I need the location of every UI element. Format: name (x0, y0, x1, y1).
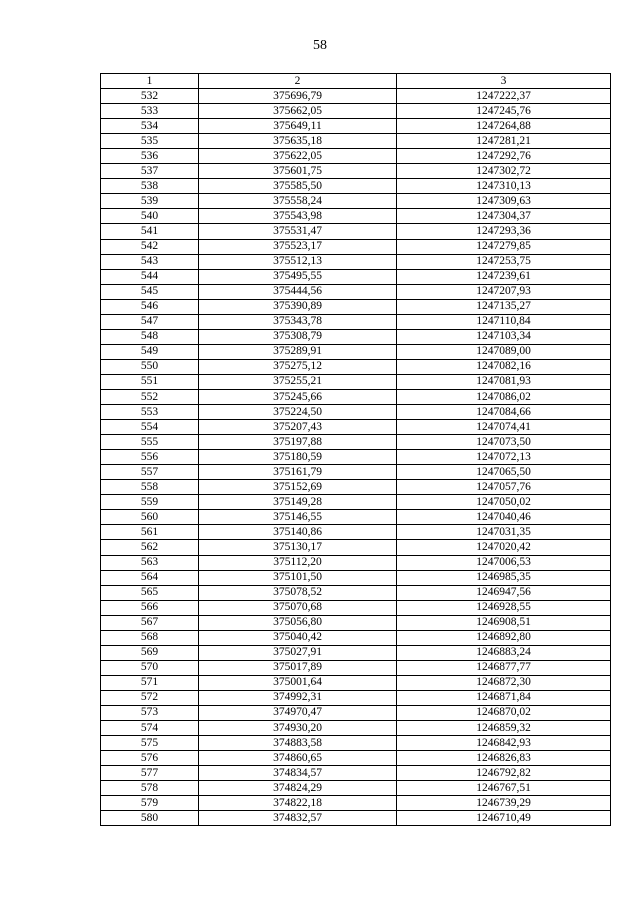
table-row (101, 615, 611, 630)
x-coordinate-cell: 375275,12 (199, 359, 397, 374)
y-coordinate-cell: 1246739,29 (397, 796, 611, 811)
page-number: 58 (313, 38, 327, 53)
point-number-cell: 572 (101, 690, 199, 705)
column-header-2: 2 (199, 74, 397, 89)
x-coordinate-cell: 375245,66 (199, 389, 397, 404)
point-number-cell: 547 (101, 314, 199, 329)
y-coordinate-cell: 1246928,55 (397, 600, 611, 615)
table-row (101, 224, 611, 239)
table-row (101, 736, 611, 751)
table-row (101, 435, 611, 450)
table-row (101, 119, 611, 134)
x-coordinate-cell: 375635,18 (199, 134, 397, 149)
point-number-cell: 550 (101, 359, 199, 374)
point-number-cell: 578 (101, 781, 199, 796)
point-number-cell: 574 (101, 721, 199, 736)
y-coordinate-cell: 1246710,49 (397, 811, 611, 826)
table-row (101, 811, 611, 826)
x-coordinate-cell: 374992,31 (199, 690, 397, 705)
point-number-cell: 555 (101, 435, 199, 450)
point-number-cell: 540 (101, 209, 199, 224)
point-number-cell: 556 (101, 450, 199, 465)
point-number-cell: 532 (101, 89, 199, 104)
coordinates-table (100, 73, 611, 826)
x-coordinate-cell: 375056,80 (199, 615, 397, 630)
table-row (101, 585, 611, 600)
y-coordinate-cell: 1247207,93 (397, 284, 611, 299)
point-number-cell: 544 (101, 269, 199, 284)
point-number-cell: 562 (101, 540, 199, 555)
x-coordinate-cell: 374883,58 (199, 736, 397, 751)
table-row (101, 525, 611, 540)
y-coordinate-cell: 1246792,82 (397, 766, 611, 781)
point-number-cell: 563 (101, 555, 199, 570)
table-row (101, 149, 611, 164)
y-coordinate-cell: 1247279,85 (397, 239, 611, 254)
x-coordinate-cell: 375622,05 (199, 149, 397, 164)
x-coordinate-cell: 375146,55 (199, 510, 397, 525)
y-coordinate-cell: 1247239,61 (397, 269, 611, 284)
point-number-cell: 559 (101, 495, 199, 510)
point-number-cell: 552 (101, 389, 199, 404)
x-coordinate-cell: 375543,98 (199, 209, 397, 224)
table-header (101, 74, 611, 89)
column-header-1: 1 (101, 74, 199, 89)
y-coordinate-cell: 1247310,13 (397, 179, 611, 194)
table-row (101, 675, 611, 690)
x-coordinate-cell: 375585,50 (199, 179, 397, 194)
table-row (101, 570, 611, 585)
point-number-cell: 549 (101, 344, 199, 359)
x-coordinate-cell: 375390,89 (199, 299, 397, 314)
table-row (101, 766, 611, 781)
x-coordinate-cell: 375224,50 (199, 405, 397, 420)
point-number-cell: 553 (101, 405, 199, 420)
point-number-cell: 565 (101, 585, 199, 600)
table-row (101, 721, 611, 736)
table-row (101, 600, 611, 615)
x-coordinate-cell: 375444,56 (199, 284, 397, 299)
column-header-3: 3 (397, 74, 611, 89)
table-row (101, 405, 611, 420)
table-row (101, 690, 611, 705)
y-coordinate-cell: 1247065,50 (397, 465, 611, 480)
x-coordinate-cell: 375027,91 (199, 645, 397, 660)
y-coordinate-cell: 1246947,56 (397, 585, 611, 600)
table-body (101, 89, 611, 826)
y-coordinate-cell: 1247040,46 (397, 510, 611, 525)
y-coordinate-cell: 1246877,77 (397, 660, 611, 675)
x-coordinate-cell: 375001,64 (199, 675, 397, 690)
x-coordinate-cell: 375255,21 (199, 374, 397, 389)
point-number-cell: 545 (101, 284, 199, 299)
y-coordinate-cell: 1246859,32 (397, 721, 611, 736)
x-coordinate-cell: 375017,89 (199, 660, 397, 675)
point-number-cell: 569 (101, 645, 199, 660)
y-coordinate-cell: 1247245,76 (397, 104, 611, 119)
point-number-cell: 534 (101, 119, 199, 134)
x-coordinate-cell: 374832,57 (199, 811, 397, 826)
x-coordinate-cell: 375523,17 (199, 239, 397, 254)
x-coordinate-cell: 375512,13 (199, 254, 397, 269)
point-number-cell: 542 (101, 239, 199, 254)
point-number-cell: 576 (101, 751, 199, 766)
table-row (101, 104, 611, 119)
x-coordinate-cell: 374834,57 (199, 766, 397, 781)
point-number-cell: 537 (101, 164, 199, 179)
point-number-cell: 577 (101, 766, 199, 781)
y-coordinate-cell: 1246908,51 (397, 615, 611, 630)
y-coordinate-cell: 1247086,02 (397, 389, 611, 404)
table-row (101, 705, 611, 720)
x-coordinate-cell: 374930,20 (199, 721, 397, 736)
y-coordinate-cell: 1246871,84 (397, 690, 611, 705)
y-coordinate-cell: 1247020,42 (397, 540, 611, 555)
table-row (101, 660, 611, 675)
y-coordinate-cell: 1247222,37 (397, 89, 611, 104)
table-row (101, 329, 611, 344)
table-row (101, 645, 611, 660)
table-row (101, 480, 611, 495)
table-row (101, 389, 611, 404)
x-coordinate-cell: 374970,47 (199, 705, 397, 720)
y-coordinate-cell: 1247057,76 (397, 480, 611, 495)
x-coordinate-cell: 375343,78 (199, 314, 397, 329)
x-coordinate-cell: 375197,88 (199, 435, 397, 450)
y-coordinate-cell: 1247110,84 (397, 314, 611, 329)
y-coordinate-cell: 1247253,75 (397, 254, 611, 269)
y-coordinate-cell: 1247103,34 (397, 329, 611, 344)
point-number-cell: 573 (101, 705, 199, 720)
point-number-cell: 541 (101, 224, 199, 239)
table-row (101, 420, 611, 435)
point-number-cell: 539 (101, 194, 199, 209)
x-coordinate-cell: 375308,79 (199, 329, 397, 344)
table-row (101, 209, 611, 224)
x-coordinate-cell: 375161,79 (199, 465, 397, 480)
table-row (101, 781, 611, 796)
point-number-cell: 568 (101, 630, 199, 645)
table-row (101, 239, 611, 254)
point-number-cell: 546 (101, 299, 199, 314)
point-number-cell: 536 (101, 149, 199, 164)
y-coordinate-cell: 1247264,88 (397, 119, 611, 134)
y-coordinate-cell: 1246872,30 (397, 675, 611, 690)
y-coordinate-cell: 1247293,36 (397, 224, 611, 239)
table-row (101, 314, 611, 329)
point-number-cell: 571 (101, 675, 199, 690)
x-coordinate-cell: 374822,18 (199, 796, 397, 811)
header-row (101, 74, 611, 89)
y-coordinate-cell: 1247050,02 (397, 495, 611, 510)
y-coordinate-cell: 1247084,66 (397, 405, 611, 420)
table-row (101, 284, 611, 299)
x-coordinate-cell: 375180,59 (199, 450, 397, 465)
table-row (101, 630, 611, 645)
point-number-cell: 551 (101, 374, 199, 389)
y-coordinate-cell: 1247281,21 (397, 134, 611, 149)
x-coordinate-cell: 375130,17 (199, 540, 397, 555)
y-coordinate-cell: 1246985,35 (397, 570, 611, 585)
x-coordinate-cell: 375531,47 (199, 224, 397, 239)
table-row (101, 134, 611, 149)
y-coordinate-cell: 1247006,53 (397, 555, 611, 570)
x-coordinate-cell: 375289,91 (199, 344, 397, 359)
table-row (101, 269, 611, 284)
point-number-cell: 557 (101, 465, 199, 480)
table-row (101, 374, 611, 389)
table-row (101, 89, 611, 104)
y-coordinate-cell: 1246870,02 (397, 705, 611, 720)
y-coordinate-cell: 1246883,24 (397, 645, 611, 660)
table-row (101, 555, 611, 570)
y-coordinate-cell: 1247292,76 (397, 149, 611, 164)
x-coordinate-cell: 375070,68 (199, 600, 397, 615)
y-coordinate-cell: 1247073,50 (397, 435, 611, 450)
point-number-cell: 579 (101, 796, 199, 811)
table-row (101, 344, 611, 359)
point-number-cell: 535 (101, 134, 199, 149)
table-row (101, 359, 611, 374)
point-number-cell: 558 (101, 480, 199, 495)
table-row (101, 194, 611, 209)
x-coordinate-cell: 375140,86 (199, 525, 397, 540)
x-coordinate-cell: 375696,79 (199, 89, 397, 104)
x-coordinate-cell: 375101,50 (199, 570, 397, 585)
table-row (101, 540, 611, 555)
x-coordinate-cell: 375558,24 (199, 194, 397, 209)
y-coordinate-cell: 1246826,83 (397, 751, 611, 766)
y-coordinate-cell: 1246842,93 (397, 736, 611, 751)
x-coordinate-cell: 374860,65 (199, 751, 397, 766)
y-coordinate-cell: 1247082,16 (397, 359, 611, 374)
point-number-cell: 567 (101, 615, 199, 630)
point-number-cell: 560 (101, 510, 199, 525)
table-row (101, 751, 611, 766)
point-number-cell: 580 (101, 811, 199, 826)
table-row (101, 510, 611, 525)
x-coordinate-cell: 374824,29 (199, 781, 397, 796)
table-row (101, 254, 611, 269)
y-coordinate-cell: 1246767,51 (397, 781, 611, 796)
point-number-cell: 575 (101, 736, 199, 751)
point-number-cell: 548 (101, 329, 199, 344)
table-row (101, 465, 611, 480)
y-coordinate-cell: 1247135,27 (397, 299, 611, 314)
table-row (101, 495, 611, 510)
y-coordinate-cell: 1247304,37 (397, 209, 611, 224)
table-row (101, 299, 611, 314)
y-coordinate-cell: 1247074,41 (397, 420, 611, 435)
y-coordinate-cell: 1247081,93 (397, 374, 611, 389)
x-coordinate-cell: 375078,52 (199, 585, 397, 600)
x-coordinate-cell: 375649,11 (199, 119, 397, 134)
point-number-cell: 543 (101, 254, 199, 269)
point-number-cell: 564 (101, 570, 199, 585)
table-row (101, 450, 611, 465)
table-row (101, 179, 611, 194)
x-coordinate-cell: 375149,28 (199, 495, 397, 510)
table-row (101, 796, 611, 811)
x-coordinate-cell: 375601,75 (199, 164, 397, 179)
x-coordinate-cell: 375152,69 (199, 480, 397, 495)
y-coordinate-cell: 1247309,63 (397, 194, 611, 209)
point-number-cell: 561 (101, 525, 199, 540)
point-number-cell: 533 (101, 104, 199, 119)
y-coordinate-cell: 1247089,00 (397, 344, 611, 359)
point-number-cell: 566 (101, 600, 199, 615)
x-coordinate-cell: 375112,20 (199, 555, 397, 570)
point-number-cell: 570 (101, 660, 199, 675)
y-coordinate-cell: 1247031,35 (397, 525, 611, 540)
point-number-cell: 538 (101, 179, 199, 194)
point-number-cell: 554 (101, 420, 199, 435)
x-coordinate-cell: 375040,42 (199, 630, 397, 645)
y-coordinate-cell: 1247072,13 (397, 450, 611, 465)
x-coordinate-cell: 375495,55 (199, 269, 397, 284)
x-coordinate-cell: 375207,43 (199, 420, 397, 435)
table-row (101, 164, 611, 179)
x-coordinate-cell: 375662,05 (199, 104, 397, 119)
y-coordinate-cell: 1247302,72 (397, 164, 611, 179)
y-coordinate-cell: 1246892,80 (397, 630, 611, 645)
